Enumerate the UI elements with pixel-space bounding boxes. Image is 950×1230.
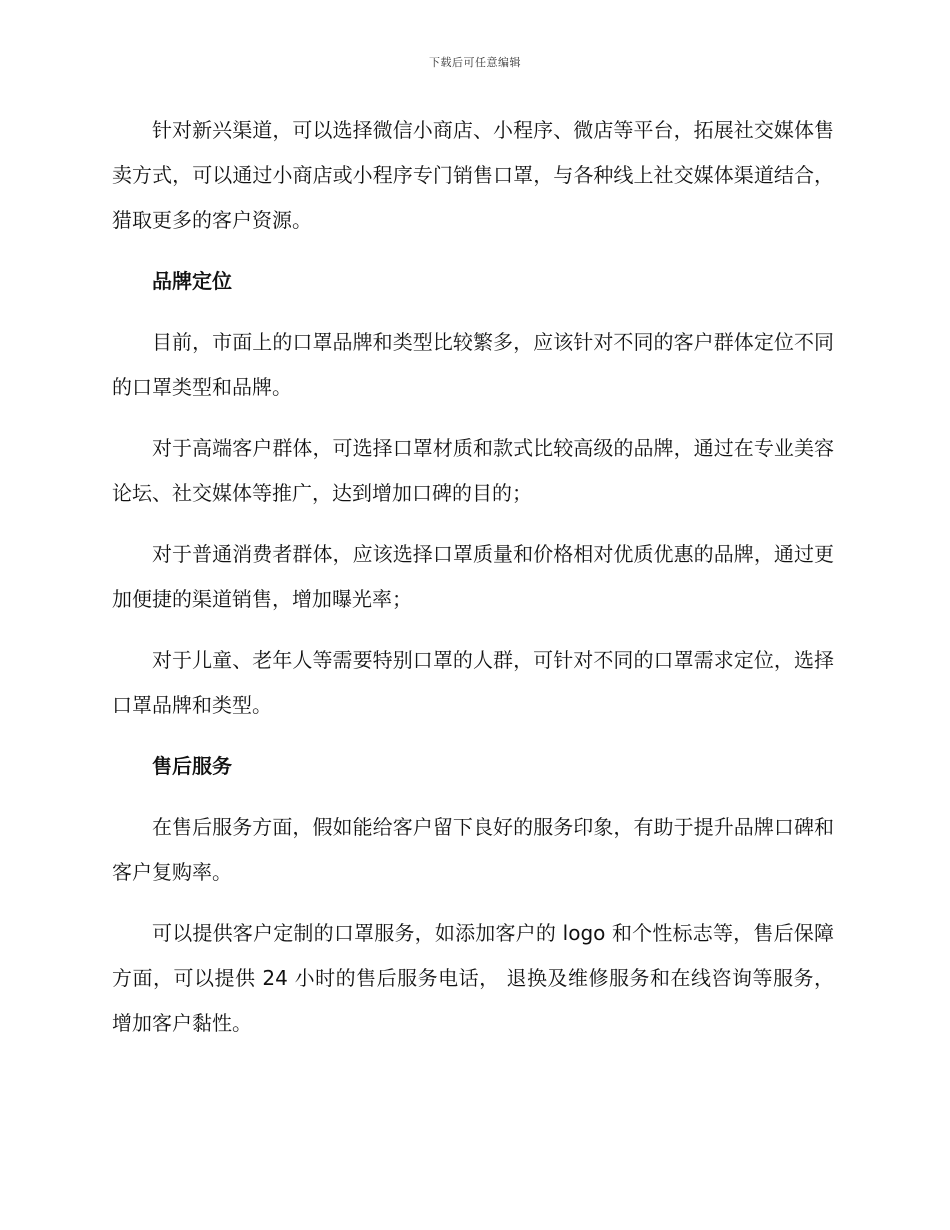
paragraph-children-elderly: 对于儿童、老年人等需要特别口罩的人群，可针对不同的口罩需求定位，选择口罩品牌和类型。 (112, 648, 834, 717)
paragraph-brand-overview: 目前，市面上的口罩品牌和类型比较繁多，应该针对不同的客户群体定位不同的口罩类型和品牌。 (112, 330, 834, 399)
section-heading-after-sales: 售后服务 (152, 754, 232, 778)
paragraph-new-channels: 针对新兴渠道，可以选择微信小商店、小程序、微店等平台，拓展社交媒体售卖方式，可以通过小商店或小程序专门销售口罩，与各种线上社交媒体渠道结合，猎取更多的客户资源。 (112, 118, 834, 232)
section-heading-brand-positioning: 品牌定位 (152, 269, 232, 293)
page-header-note: 下载后可任意编辑 (429, 56, 521, 69)
paragraph-after-sales-impression: 在售后服务方面，假如能给客户留下良好的服务印象，有助于提升品牌口碑和客户复购率。 (112, 815, 834, 884)
paragraph-high-end-customers: 对于高端客户群体，可选择口罩材质和款式比较高级的品牌，通过在专业美容论坛、社交媒体等推广，达到增加口碑的目的； (112, 436, 834, 505)
paragraph-ordinary-consumers: 对于普通消费者群体，应该选择口罩质量和价格相对优质优惠的品牌，通过更加便捷的渠道销售，增加曝光率； (112, 542, 834, 611)
document-body (112, 108, 834, 1062)
paragraph-custom-service: 可以提供客户定制的口罩服务，如添加客户的 logo 和个性标志等，售后保障方面，可以提供 24 小时的售后服务电话， 退换及维修服务和在线咨询等服务，增加客户黏性。 (112, 921, 834, 1035)
